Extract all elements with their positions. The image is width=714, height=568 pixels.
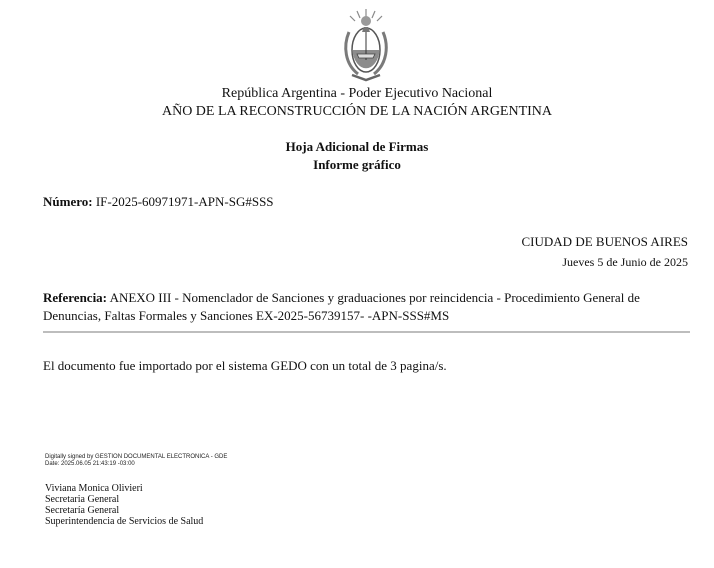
date: Jueves 5 de Junio de 2025	[562, 255, 688, 269]
signer-name: Viviana Monica Olivieri	[45, 483, 143, 494]
reference	[43, 289, 683, 325]
signer-block	[45, 483, 203, 527]
coat-of-arms-icon	[340, 8, 392, 84]
document-title: Hoja Adicional de Firmas	[285, 139, 429, 154]
signature-stamp-date: Date: 2025.06.05 21:43:19 -03:00	[45, 461, 135, 467]
signer-office: Secretaría General	[45, 505, 120, 516]
document-number	[43, 194, 274, 210]
document-subtitle: Informe gráfico	[313, 157, 401, 172]
divider	[43, 331, 690, 333]
reference-text: ANEXO III - Nomenclador de Sanciones y graduaciones por reincidencia - Procedimiento General de Denuncias, Faltas Formales y Sanciones EX-2025-56739157- -APN-SSS#MS	[43, 290, 640, 323]
digital-signature-stamp	[45, 454, 227, 468]
document-number-value: IF-2025-60971971-APN-SG#SSS	[95, 194, 274, 209]
signature-stamp-line: Digitally signed by GESTION DOCUMENTAL ELECTRONICA - GDE	[45, 454, 228, 460]
signer-role: Secretaria General	[45, 494, 120, 505]
body-text: El documento fue importado por el sistema GEDO con un total de 3 pagina/s.	[43, 358, 447, 373]
reference-label: Referencia:	[43, 290, 108, 305]
signer-organization: Superintendencia de Servicios de Salud	[45, 516, 204, 527]
government-header: República Argentina - Poder Ejecutivo Nacional	[221, 86, 493, 101]
document-number-label: Número:	[43, 194, 93, 209]
year-motto: AÑO DE LA RECONSTRUCCIÓN DE LA NACIÓN ARGENTINA	[161, 104, 553, 119]
city: CIUDAD DE BUENOS AIRES	[521, 234, 688, 249]
